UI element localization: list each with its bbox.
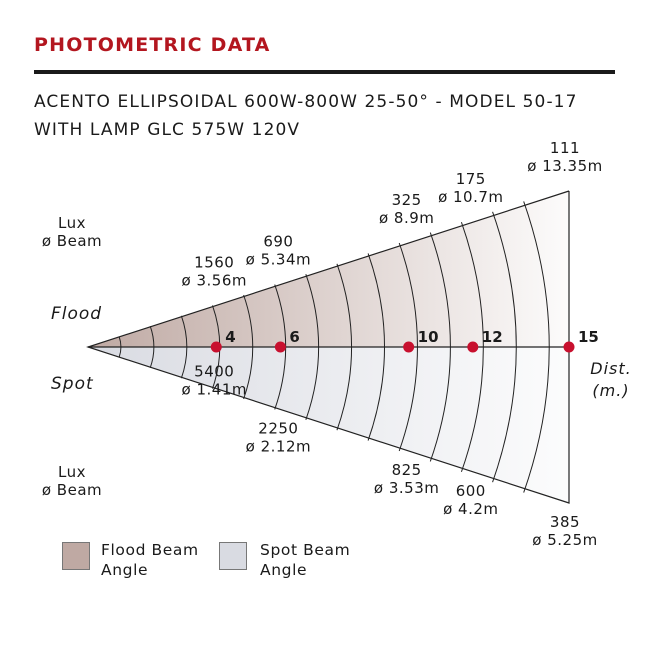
- lux-label-top: Lux: [58, 214, 86, 232]
- flood-legend-line1: Flood Beam: [101, 541, 199, 559]
- page-title: PHOTOMETRIC DATA: [34, 34, 271, 56]
- flood-lux-value: 325: [391, 191, 422, 209]
- spot-lux-value: 2250: [258, 419, 299, 438]
- spot-beam-diameter: ø 3.53m: [373, 479, 440, 497]
- distance-tick-label: 12: [481, 328, 503, 346]
- flood-beam-diameter: ø 13.35m: [527, 157, 603, 175]
- lux-label-bottom: Lux: [58, 463, 86, 481]
- lamp-info: WITH LAMP GLC 575W 120V: [34, 120, 301, 140]
- product-title: ACENTO ELLIPSOIDAL 600W-800W 25-50° - MODEL 50-17: [34, 92, 578, 112]
- flood-label: Flood: [51, 304, 103, 324]
- flood-lux-value: 1560: [194, 253, 235, 272]
- distance-marker-dot: [275, 342, 286, 353]
- beam-label-top: ø Beam: [41, 232, 103, 250]
- spot-beam-diameter: ø 4.2m: [443, 499, 499, 518]
- flood-beam-diameter: ø 10.7m: [438, 188, 504, 207]
- flood-legend-line2: Angle: [101, 561, 149, 579]
- flood-beam-diameter: ø 5.34m: [245, 250, 312, 269]
- distance-tick-label: 15: [578, 328, 599, 346]
- spot-lux-value: 600: [455, 481, 486, 500]
- spot-lux-value: 385: [549, 513, 581, 531]
- flood-lux-value: 111: [549, 139, 581, 157]
- spot-beam-diameter: ø 2.12m: [245, 437, 312, 456]
- flood-legend-label: [101, 540, 199, 580]
- flood-beam-diameter: ø 3.56m: [181, 271, 248, 290]
- spot-legend-line1: Spot Beam: [260, 541, 351, 559]
- flood-legend-swatch: [62, 542, 90, 570]
- spot-legend-swatch: [219, 542, 247, 570]
- flood-lux-value: 690: [263, 232, 294, 251]
- distance-tick-label: 4: [225, 328, 236, 346]
- distance-tick-label: 6: [289, 328, 300, 346]
- spot-legend-label: [260, 540, 350, 580]
- flood-beam-diameter: ø 8.9m: [378, 209, 435, 227]
- spot-label: Spot: [51, 374, 94, 394]
- beam-label-bottom: ø Beam: [41, 481, 103, 499]
- spot-lux-value: 5400: [194, 362, 235, 381]
- spot-lux-value: 825: [391, 461, 422, 479]
- distance-label: Dist.: [590, 359, 632, 378]
- distance-marker-dot: [211, 342, 222, 353]
- flood-lux-value: 175: [455, 170, 486, 189]
- spot-legend-line2: Angle: [260, 561, 308, 579]
- distance-unit: (m.): [592, 381, 630, 400]
- spot-beam-diameter: ø 1.41m: [181, 380, 248, 399]
- spot-beam-diameter: ø 5.25m: [532, 531, 598, 549]
- distance-marker-dot: [564, 342, 575, 353]
- distance-marker-dot: [403, 342, 414, 353]
- distance-tick-label: 10: [417, 328, 439, 346]
- distance-marker-dot: [467, 342, 478, 353]
